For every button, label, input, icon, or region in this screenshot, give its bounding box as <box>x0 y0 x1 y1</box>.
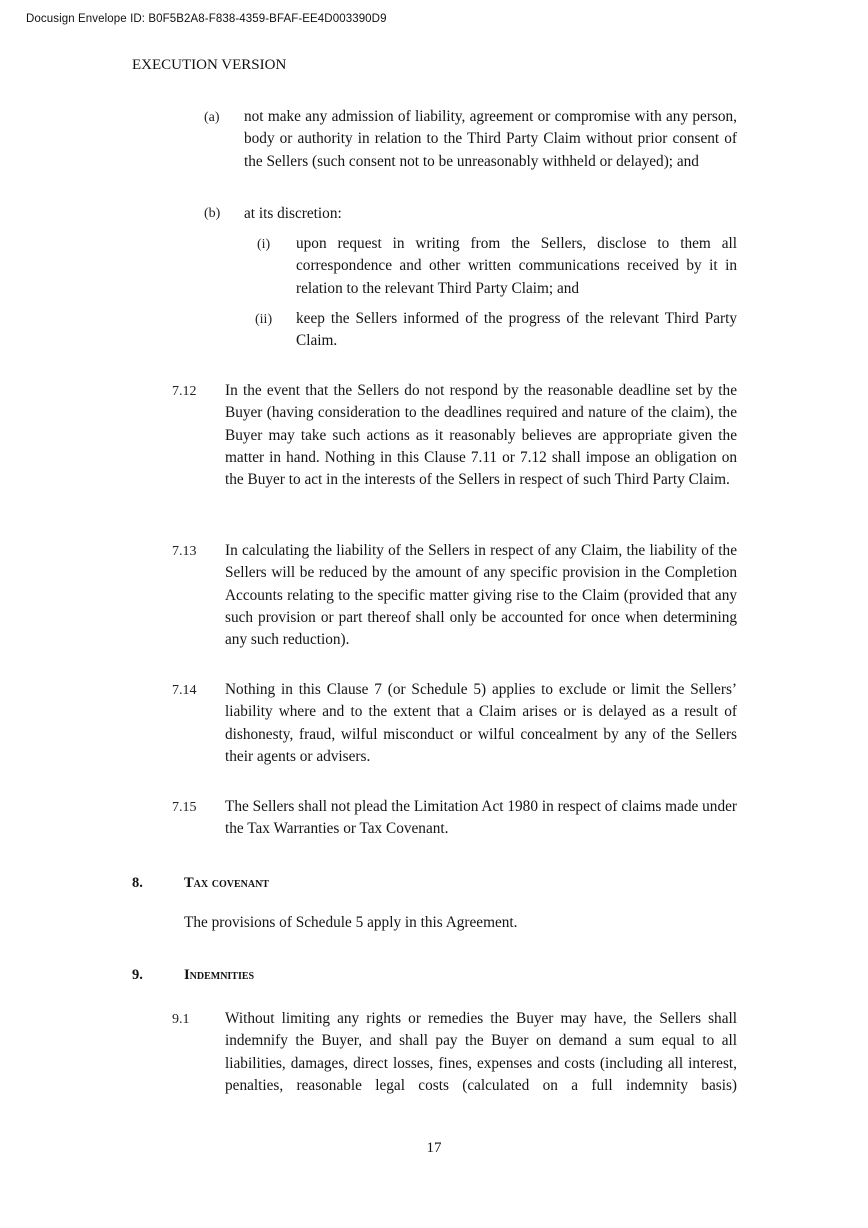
page-number: 17 <box>426 1140 442 1156</box>
subclause-b-label: (b) <box>204 206 221 221</box>
section-8-body: The provisions of Schedule 5 apply in this Agreement. <box>184 914 518 931</box>
section-9-title: Indemnities <box>184 967 255 983</box>
clause-7-13-text: In calculating the liability of the Sellers in respect of any Claim, the liability of the Sellers will be reduced by the amount of any specific provision in the Completion Accounts relating to the specific matter giving rise to the Claim (provided that any such provision or part thereof shall only be accounted for once when determining any such reduction). <box>225 542 737 649</box>
subclause-b-text: at its discretion: <box>244 205 342 222</box>
item-ii-label: (ii) <box>255 312 273 327</box>
clause-7-12-number: 7.12 <box>172 384 197 399</box>
clause-7-15-text: The Sellers shall not plead the Limitation Act 1980 in respect of claims made under the Tax Warranties or Tax Covenant. <box>225 798 737 838</box>
clause-9-1-number: 9.1 <box>172 1012 190 1027</box>
section-8-number: 8. <box>132 875 143 891</box>
subclause-a-text: not make any admission of liability, agreement or compromise with any person, body or authority in relation to the Third Party Claim without prior consent of the Sellers (such consent not to be unreasonably withheld or delayed); and <box>244 108 737 170</box>
clause-7-14-number: 7.14 <box>172 683 197 698</box>
clause-9-1-text: Without limiting any rights or remedies the Buyer may have, the Sellers shall indemnify the Buyer, and shall pay the Buyer on demand a sum equal to all liabilities, damages, direct losses, fines, expenses and costs (including all interest, penalties, reasonable legal costs (calculated on a full indemnity basis) <box>225 1010 737 1094</box>
clause-7-13-number: 7.13 <box>172 544 197 559</box>
clause-7-14-text: Nothing in this Clause 7 (or Schedule 5) applies to exclude or limit the Sellers’ liability where and to the extent that a Claim arises or is delayed as a result of dishonesty, fraud, wilful misconduct or wilful concealment by any of the Sellers their agents or advisers. <box>225 681 737 765</box>
clause-7-15-number: 7.15 <box>172 800 197 815</box>
subclause-a-label: (a) <box>204 110 220 125</box>
item-i-label: (i) <box>257 237 271 252</box>
section-8-title: Tax covenant <box>184 875 269 891</box>
execution-version-label: EXECUTION VERSION <box>132 57 287 73</box>
item-ii-text: keep the Sellers informed of the progress of the relevant Third Party Claim. <box>296 310 737 350</box>
item-i-text: upon request in writing from the Sellers, disclose to them all correspondence and other written communications received by it in relation to the relevant Third Party Claim; and <box>296 235 737 297</box>
clause-7-12-text: In the event that the Sellers do not respond by the reasonable deadline set by the Buyer (having consideration to the deadlines required and nature of the claim), the Buyer may take such actions as it reasonably believes are appropriate given the matter in hand. Nothing in this Clause 7.11 or 7.12 shall impose an obligation on the Buyer to act in the interests of the Sellers in respect of such Third Party Claim. <box>225 382 737 489</box>
docusign-envelope-id: Docusign Envelope ID: B0F5B2A8-F838-4359-BFAF-EE4D003390D9 <box>26 13 387 25</box>
section-9-number: 9. <box>132 967 143 983</box>
